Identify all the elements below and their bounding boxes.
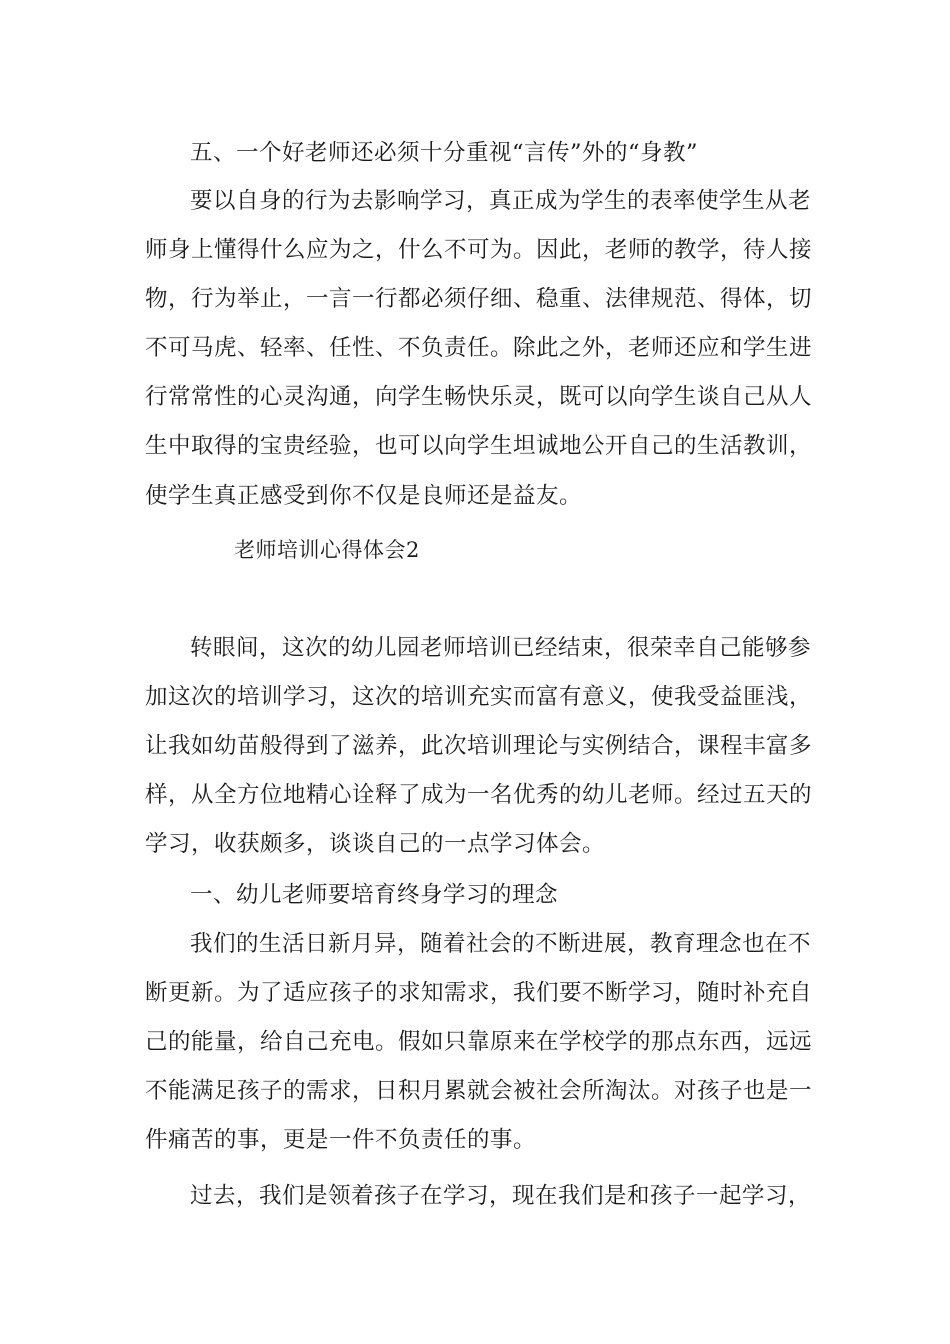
paragraph-line: 样，从全方位地精心诠释了成为一名优秀的幼儿老师。经过五天的: [145, 782, 813, 808]
paragraph-line: 转眼间，这次的幼儿园老师培训已经结束，很荣幸自己能够参: [190, 635, 812, 661]
paragraph-line: 我们的生活日新月异，随着社会的不断进展，教育理念也在不: [190, 931, 812, 957]
paragraph-line: 不能满足孩子的需求，日积月累就会被社会所淘汰。对孩子也是一: [145, 1078, 813, 1104]
paragraph-line: 不可马虎、轻率、任性、不负责任。除此之外，老师还应和学生进: [145, 335, 813, 361]
section-5-heading: 五、一个好老师还必须十分重视“言传”外的“身教”: [190, 140, 699, 166]
section-1-heading: 一、幼儿老师要培育终身学习的理念: [190, 882, 559, 908]
paragraph-line: 物，行为举止，一言一行都必须仔细、稳重、法律规范、得体，切: [145, 286, 813, 312]
paragraph-line: 断更新。为了适应孩子的求知需求，我们要不断学习，随时补充自: [145, 980, 813, 1006]
paragraph-line: 行常常性的心灵沟通，向学生畅快乐灵，既可以向学生谈自己从人: [145, 384, 813, 410]
paragraph-line: 过去，我们是领着孩子在学习，现在我们是和孩子一起学习，: [190, 1183, 812, 1209]
paragraph-line: 学习，收获颇多，谈谈自己的一点学习体会。: [145, 831, 606, 857]
article-title: 老师培训心得体会2: [234, 538, 420, 562]
paragraph-line: 生中取得的宝贵经验，也可以向学生坦诚地公开自己的生活教训，: [145, 433, 813, 459]
paragraph-line: 要以自身的行为去影响学习，真正成为学生的表率使学生从老: [190, 188, 812, 214]
paragraph-line: 件痛苦的事，更是一件不负责任的事。: [145, 1127, 537, 1153]
paragraph-line: 让我如幼苗般得到了滋养，此次培训理论与实例结合，课程丰富多: [145, 733, 813, 759]
paragraph-line: 加这次的培训学习，这次的培训充实而富有意义，使我受益匪浅，: [145, 684, 813, 710]
paragraph-line: 师身上懂得什么应为之，什么不可为。因此，老师的教学，待人接: [145, 237, 813, 263]
paragraph-line: 己的能量，给自己充电。假如只靠原来在学校学的那点东西，远远: [145, 1029, 813, 1055]
paragraph-line: 使学生真正感受到你不仅是良师还是益友。: [145, 483, 583, 509]
